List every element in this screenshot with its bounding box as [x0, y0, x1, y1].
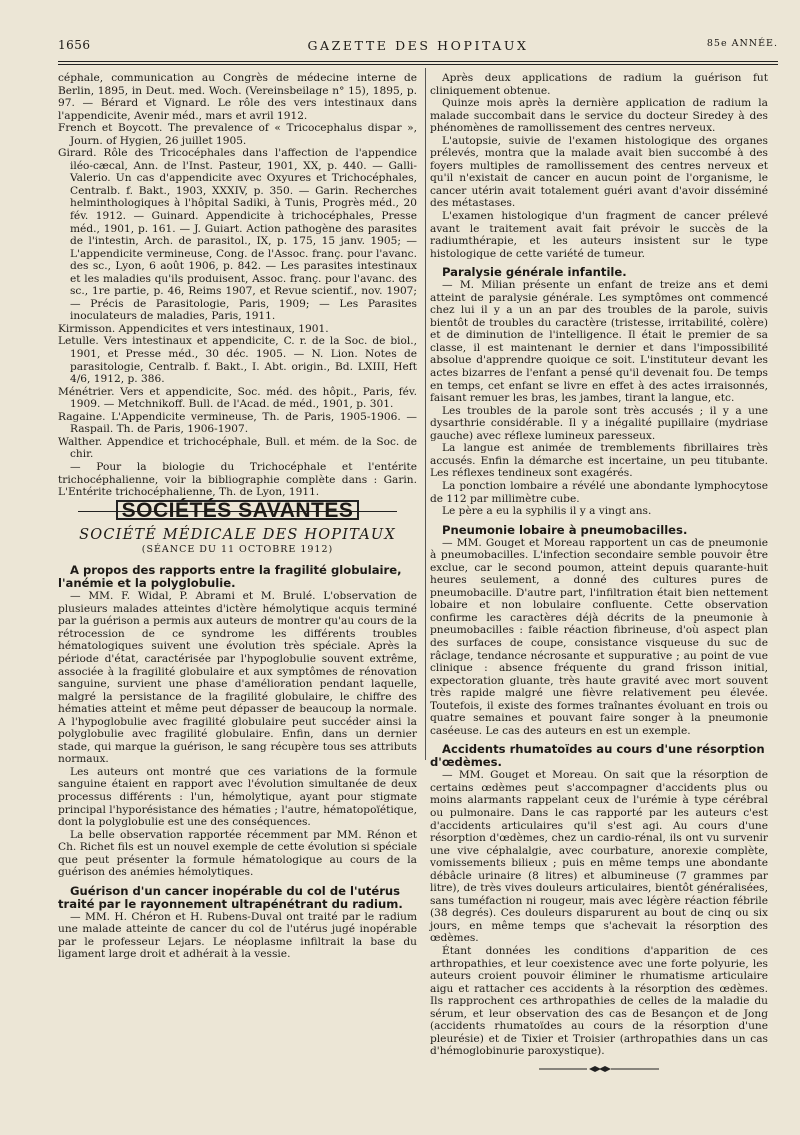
year-label: 85e ANNÉE.	[706, 38, 778, 49]
article-paragraph: Après deux applications de radium la guérison fut cliniquement obtenue.	[430, 72, 768, 97]
bibliography-note: — Pour la biologie du Trichocéphale et l'entérite trichocéphalienne, voir la bibliographie complète dans : Garin. L'Entérite trichocéphalienne, Th. de Lyon, 1911.	[58, 460, 417, 499]
society-title: SOCIÉTÉ MÉDICALE DES HOPITAUX	[79, 527, 396, 544]
article-title: Guérison d'un cancer inopérable du col de l'utérus traité par le rayonnement ultrapénétrant du radium.	[58, 883, 403, 911]
bibliography-entry: Letulle. Vers intestinaux et appendicite, C. r. de la Soc. de biol., 1901, et Presse méd., 30 déc. 1905. — N. Lion. Notes de parasitologie, Centralb. f. Bakt., I. Abt. origin., Bd. LXIII, Heft 4/6, 1912, p. 386.	[58, 335, 417, 386]
bibliography-entry: Ragaine. L'Appendicite vermineuse, Th. de Paris, 1905-1906. — Raspail. Th. de Paris, 1906-1907.	[58, 410, 417, 436]
bibliography-entry: Ménétrier. Vers et appendicite, Soc. méd. des hôpit., Paris, fév. 1909. — Metchnikoff. Bull. de l'Acad. de méd., 1901, p. 301.	[58, 385, 417, 411]
article-paragraph: La belle observation rapportée récemment par MM. Rénon et Ch. Richet fils est un nouvel exemple de cette évolution si spéciale que peut présenter la formule hématologique au cours de la guérison des anémies hémolytiques.	[58, 828, 417, 879]
article-paragraph: L'examen histologique d'un fragment de cancer prélevé avant le traitement avait fait prévoir le succès de la radiumthérapie, et les auteurs insistent sur le type histologique de cette variété de tumeur.	[430, 210, 768, 260]
article-paragraph: L'autopsie, suivie de l'examen histologique des organes prélevés, montra que la malade avait bien succombé à des foyers multiples de ramollissement des centres nerveux et qu'il n'existait de cancer en aucun point de l'organisme, le cancer utérin avait totalement guéri avant d'avoir disséminé des métastases.	[430, 134, 768, 210]
bibliography-entry: Girard. Rôle des Tricocéphales dans l'affection de l'appendice iléo-cæcal, Ann. de l'Inst. Pasteur, 1901, XX, p. 440. — Galli-Valerio. Un cas d'appendicite avec Oxyures et Trichocéphales, Centralb. f. Bakt., 1903, XXXIV, p. 350. — Garin. Recherches helminthologiques à l'hôpital Sadiki, à Tunis, Progrès méd., 20 fév. 1912. — Guinard. Appendicite à trichocéphales, Presse méd., 1901, p. 161. — J. Guiart. Action pathogène des parasites de l'intestin, Arch. de parasitol., IX, p. 175, 15 janv. 1905; — L'appendicite vermineuse, Cong. de l'Assoc. franç. pour l'avanc. des sc., Lyon, 6 août 1906, p. 842. — Les parasites intestinaux et les maladies qu'ils produisent, Assoc. franç. pour l'avanc. des sc., 1re partie, p. 46, Reims 1907, et Revue scientif., nov. 1907; — Précis de Parasitologie, Paris, 1909; — Les Parasites inoculateurs de maladies, Paris, 1911.	[58, 147, 417, 323]
article-paragraph: — MM. Gouget et Moreau rapportent un cas de pneumonie à pneumobacilles. L'infection secondaire semble pouvoir être exclue, car le second poumon, atteint depuis quarante-huit heures seulement, a donné des cultures pures de pneumobacille. D'autre part, l'infiltration était bien nettement lobaire et non lobulaire confluente. Cette observation confirme les caractères déjà décrits de la pneumonie à pneumobacilles : faible réaction fibrineuse, d'où aspect plan des surfaces de coupe, consistance visqueuse du suc de râclage, tendance nécrosante et suppurative ; au point de vue clinique : absence fréquente du grand frisson initial, expectoration gluante, très haute gravité avec mort souvent très rapide malgré une fièvre relativement peu élevée. Toutefois, il existe des formes traînantes évoluant en trois ou quatre semaines et pouvant faire songer à la pneumonie caséeuse. Le cas des auteurs en est un exemple.	[430, 536, 768, 737]
ornament-icon	[539, 1065, 659, 1073]
session-date: (SÉANCE DU 11 OCTOBRE 1912)	[141, 543, 334, 555]
running-header	[58, 38, 778, 58]
article-paragraph: La ponction lombaire a révélé une abondante lymphocytose de 112 par millimètre cube.	[430, 479, 768, 505]
bibliography-entry: céphale, communication au Congrès de médecine interne de Berlin, 1895, in Deut. med. Woch. (Vereinsbeilage n° 15), 1895, p. 97. — Bérard et Vignard. Le rôle des vers intestinaux dans l'appendicite, Avenir méd., mars et avril 1912.	[58, 72, 417, 122]
right-column	[430, 72, 768, 1076]
end-ornament	[430, 1064, 768, 1077]
article-paragraph: Les auteurs ont montré que ces variations de la formule sanguine étaient en rapport avec l'évolution simultanée de deux processus différents : l'un, hémolytique, ayant pour stigmate principal l'hyporésistance des hématies ; l'autre, hématopoïétique, dont la polyglobulie est une des conséquences.	[58, 765, 417, 829]
article-paragraph: — M. Milian présente un enfant de treize ans et demi atteint de paralysie générale. Les symptômes ont commencé chez lui il y a un an par des troubles de la parole, suivis bientôt de troubles du caractère (tristesse, irritabilité, colère) et de diminution de l'intelligence. Il était le premier de sa classe, il est maintenant le dernier et dans l'impossibilité absolue d'apprendre quoique ce soit. L'instituteur devant les actes bizarres de l'enfant a pensé qu'il devenait fou. De temps en temps, cet enfant se livre en effet à des actes irraisonnés, faisant remuer les bras, les jambes, tirant la langue, etc.	[430, 279, 768, 405]
article-paragraph: Les troubles de la parole sont très accusés ; il y a une dysarthrie considérable. Il y a inégalité pupillaire (mydriase gauche) avec réflexe lumineux paresseux.	[430, 404, 768, 442]
article-title: Accidents rhumatoïdes au cours d'une résorption d'œdèmes.	[430, 742, 765, 770]
section-title: SOCIÉTÉS SAVANTES	[116, 500, 360, 521]
left-column	[58, 72, 417, 961]
journal-title: GAZETTE DES HOPITAUX	[307, 38, 529, 53]
article-paragraph: Étant données les conditions d'apparition de ces arthropathies, et leur coexistence avec une forte polyurie, les auteurs croient pouvoir éliminer le rhumatisme articulaire aigu et rattacher ces accidents à la résorption des œdèmes. Ils rapprochent ces arthropathies de celles de la maladie du sérum, et leur observation des cas de Besançon et de Jong (accidents rhumatoïdes au cours de la résorption d'une pleurésie) et de Tixier et Troisier (arthropathies dans un cas d'hémoglobinurie paroxystique).	[430, 945, 768, 1058]
section-header	[58, 498, 417, 522]
article-paragraph: La langue est animée de tremblements fibrillaires très accusés. Enfin la démarche est incertaine, un peu titubante. Les réflexes tendineux sont exagérés.	[430, 442, 768, 480]
page-number: 1656	[58, 38, 91, 52]
bibliography-entry: Kirmisson. Appendicites et vers intestinaux, 1901.	[58, 322, 329, 335]
article-paragraph: — MM. H. Chéron et H. Rubens-Duval ont traité par le radium une malade atteinte de cancer du col de l'utérus jugé inopérable par le professeur Lejars. Le néoplasme infiltrait la base du ligament large droit et adhérait à la vessie.	[58, 910, 417, 961]
article-title: A propos des rapports entre la fragilité globulaire, l'anémie et la polyglobulie.	[58, 563, 402, 591]
article-paragraph: Le père a eu la syphilis il y a vingt ans.	[442, 505, 652, 518]
article-paragraph: — MM. Gouget et Moreau. On sait que la résorption de certains œdèmes peut s'accompagner d'accidents plus ou moins alarmants rappelant ceux de l'urémie à type cérébral ou pulmonaire. Dans le cas rapporté par les auteurs c'est d'accidents articulaires qu'il s'est agi. Au cours d'une résorption d'œdèmes, chez un cardio-rénal, ils ont vu survenir une vive céphalalgie, avec courbature, anorexie complète, vomissements bilieux ; puis en même temps une abondante débâcle urinaire (8 litres) et albumineuse (7 grammes par litre), de très vives douleurs articulaires, bientôt généralisées, sans tuméfaction ni rougeur, mais avec légère réaction fébrile (38 degrés). Ces douleurs disparurent au bout de cinq ou six jours, en même temps que s'achevait la résorption des œdèmes.	[430, 769, 768, 945]
article-title: Paralysie générale infantile.	[442, 265, 627, 280]
header-rule-bottom	[58, 64, 778, 65]
bibliography-entry: Walther. Appendice et trichocéphale, Bull. et mém. de la Soc. de chir.	[58, 435, 417, 461]
header-rule-top	[58, 61, 778, 62]
column-divider	[425, 68, 426, 760]
article-title: Pneumonie lobaire à pneumobacilles.	[442, 522, 688, 537]
article-paragraph: Quinze mois après la dernière application de radium la malade succombait dans le service du docteur Siredey à des phénomènes de ramollissement des centres nerveux.	[430, 97, 768, 135]
bibliography-entry: French et Boycott. The prevalence of « Tricocephalus dispar », Journ. of Hygien, 26 juillet 1905.	[58, 122, 417, 147]
article-paragraph: — MM. F. Widal, P. Abrami et M. Brulé. L'observation de plusieurs malades atteintes d'ictère hémolytique acquis terminé par la guérison a permis aux auteurs de montrer qu'au cours de la rétrocession de ce syndrome les différents troubles hématologiques suivent une évolution très spéciale. Après la période d'état, caractérisée par l'hypoglobulie souvent extrême, associée à la fragilité globulaire et aux symptômes de rénovation sanguine, survient une phase d'amélioration pendant laquelle, malgré la persistance de la fragilité globulaire, le chiffre des hématies atteint et même peut dépasser de beaucoup la normale. A l'hypoglobulie avec fragilité globulaire peut succéder ainsi la polyglobulie avec fragilité globulaire. Enfin, dans un dernier stade, qui marque la guérison, le sang récupère tous ses attributs normaux.	[58, 590, 417, 766]
